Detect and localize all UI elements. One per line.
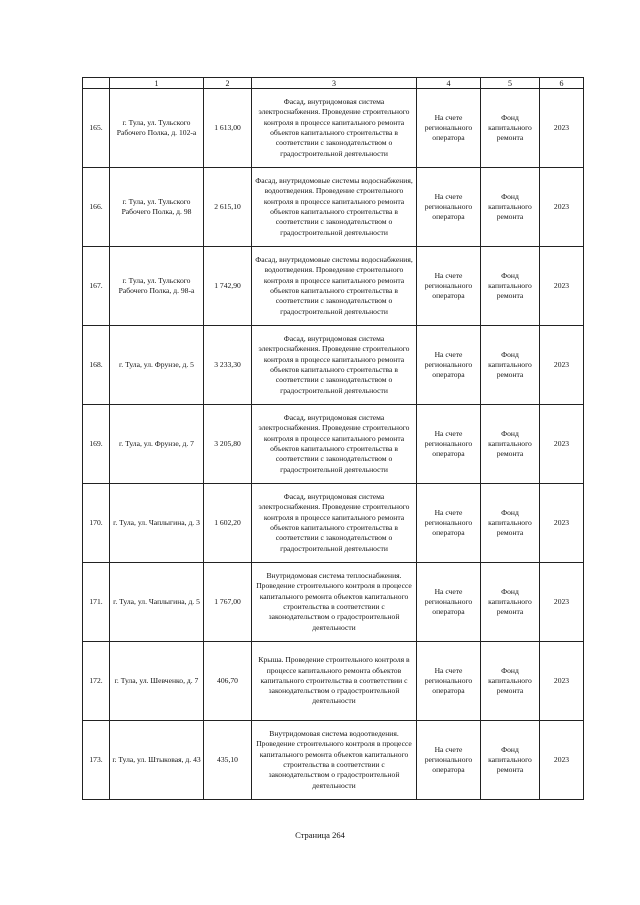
row-number: 168. <box>83 326 110 405</box>
fund-cell: Фонд капитального ремонта <box>481 563 540 642</box>
address-cell: г. Тула, ул. Тульского Рабочего Полка, д. 102-а <box>110 89 204 168</box>
account-cell: На счете регионального оператора <box>417 247 481 326</box>
work-description-cell: Фасад, внутридомовая система электроснабжения. Проведение строительного контроля в процессе капитального ремонта объектов капитального строительства в соответствии с законодательством о градостроительной деятельности <box>252 405 417 484</box>
address-cell: г. Тула, ул. Штыковая, д. 43 <box>110 721 204 800</box>
year-cell: 2023 <box>540 642 584 721</box>
area-cell: 435,10 <box>204 721 252 800</box>
account-cell: На счете регионального оператора <box>417 642 481 721</box>
column-number-row <box>83 78 584 89</box>
table-row <box>83 642 584 721</box>
table-row <box>83 563 584 642</box>
row-number: 166. <box>83 168 110 247</box>
row-number: 165. <box>83 89 110 168</box>
address-cell: г. Тула, ул. Чаплыгина, д. 3 <box>110 484 204 563</box>
work-description-cell: Внутридомовая система водоотведения. Проведение строительного контроля в процессе капитального ремонта объектов капитального строительства в соответствии с законодательством о градостроительной деятельности <box>252 721 417 800</box>
table-row <box>83 168 584 247</box>
row-number: 173. <box>83 721 110 800</box>
header-blank-cell <box>83 78 110 89</box>
work-description-cell: Фасад, внутридомовая система электроснабжения. Проведение строительного контроля в процессе капитального ремонта объектов капитального строительства в соответствии с законодательством о градостроительной деятельности <box>252 89 417 168</box>
year-cell: 2023 <box>540 563 584 642</box>
table-row <box>83 247 584 326</box>
work-description-cell: Фасад, внутридомовые системы водоснабжения, водоотведения. Проведение строительного контроля в процессе капитального ремонта объектов капитального строительства в соответствии с законодательством о градостроительной деятельности <box>252 247 417 326</box>
row-number: 172. <box>83 642 110 721</box>
row-number: 167. <box>83 247 110 326</box>
fund-cell: Фонд капитального ремонта <box>481 326 540 405</box>
year-cell: 2023 <box>540 484 584 563</box>
account-cell: На счете регионального оператора <box>417 563 481 642</box>
work-description-cell: Фасад, внутридомовая система электроснабжения. Проведение строительного контроля в процессе капитального ремонта объектов капитального строительства в соответствии с законодательством о градостроительной деятельности <box>252 484 417 563</box>
account-cell: На счете регионального оператора <box>417 484 481 563</box>
table-row <box>83 326 584 405</box>
header-cell: 6 <box>540 78 584 89</box>
year-cell: 2023 <box>540 168 584 247</box>
account-cell: На счете регионального оператора <box>417 326 481 405</box>
area-cell: 2 615,10 <box>204 168 252 247</box>
address-cell: г. Тула, ул. Фрунзе, д. 5 <box>110 326 204 405</box>
year-cell: 2023 <box>540 721 584 800</box>
row-number: 169. <box>83 405 110 484</box>
work-description-cell: Фасад, внутридомовые системы водоснабжения, водоотведения. Проведение строительного контроля в процессе капитального ремонта объектов капитального строительства в соответствии с законодательством о градостроительной деятельности <box>252 168 417 247</box>
fund-cell: Фонд капитального ремонта <box>481 405 540 484</box>
area-cell: 3 233,30 <box>204 326 252 405</box>
table-row <box>83 721 584 800</box>
header-cell: 5 <box>481 78 540 89</box>
fund-cell: Фонд капитального ремонта <box>481 89 540 168</box>
work-description-cell: Фасад, внутридомовая система электроснабжения. Проведение строительного контроля в процессе капитального ремонта объектов капитального строительства в соответствии с законодательством о градостроительной деятельности <box>252 326 417 405</box>
area-cell: 1 767,00 <box>204 563 252 642</box>
header-cell: 2 <box>204 78 252 89</box>
account-cell: На счете регионального оператора <box>417 168 481 247</box>
year-cell: 2023 <box>540 405 584 484</box>
address-cell: г. Тула, ул. Шевченко, д. 7 <box>110 642 204 721</box>
fund-cell: Фонд капитального ремонта <box>481 484 540 563</box>
fund-cell: Фонд капитального ремонта <box>481 168 540 247</box>
area-cell: 1 613,00 <box>204 89 252 168</box>
fund-cell: Фонд капитального ремонта <box>481 721 540 800</box>
account-cell: На счете регионального оператора <box>417 721 481 800</box>
year-cell: 2023 <box>540 247 584 326</box>
address-cell: г. Тула, ул. Чаплыгина, д. 5 <box>110 563 204 642</box>
address-cell: г. Тула, ул. Фрунзе, д. 7 <box>110 405 204 484</box>
table-row <box>83 484 584 563</box>
row-number: 171. <box>83 563 110 642</box>
area-cell: 1 742,90 <box>204 247 252 326</box>
work-description-cell: Внутридомовая система теплоснабжения. Проведение строительного контроля в процессе капитального ремонта объектов капитального строительства в соответствии с законодательством о градостроительной деятельности <box>252 563 417 642</box>
repair-schedule-table <box>82 77 584 800</box>
year-cell: 2023 <box>540 326 584 405</box>
header-cell: 1 <box>110 78 204 89</box>
account-cell: На счете регионального оператора <box>417 405 481 484</box>
page-number: Страница 264 <box>295 830 345 840</box>
year-cell: 2023 <box>540 89 584 168</box>
area-cell: 406,70 <box>204 642 252 721</box>
table-row <box>83 405 584 484</box>
fund-cell: Фонд капитального ремонта <box>481 642 540 721</box>
work-description-cell: Крыша. Проведение строительного контроля в процессе капитального ремонта объектов капитального строительства в соответствии с законодательством о градостроительной деятельности <box>252 642 417 721</box>
header-cell: 3 <box>252 78 417 89</box>
address-cell: г. Тула, ул. Тульского Рабочего Полка, д. 98-а <box>110 247 204 326</box>
fund-cell: Фонд капитального ремонта <box>481 247 540 326</box>
table-row <box>83 89 584 168</box>
address-cell: г. Тула, ул. Тульского Рабочего Полка, д. 98 <box>110 168 204 247</box>
area-cell: 3 205,80 <box>204 405 252 484</box>
row-number: 170. <box>83 484 110 563</box>
area-cell: 1 602,20 <box>204 484 252 563</box>
account-cell: На счете регионального оператора <box>417 89 481 168</box>
header-cell: 4 <box>417 78 481 89</box>
